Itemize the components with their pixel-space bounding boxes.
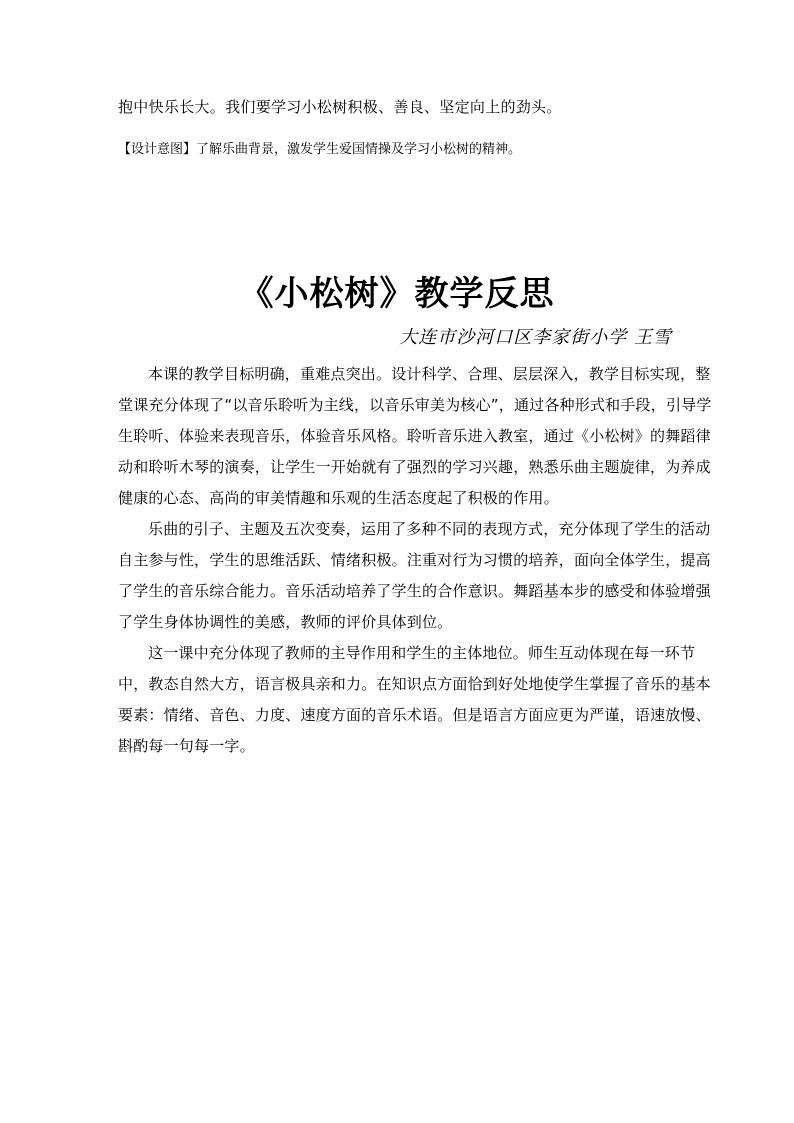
reflection-body — [118, 359, 712, 762]
text-line: 健康的心态、高尚的审美情趣和乐观的生活态度起了积极的作用。 — [118, 489, 559, 507]
text-line: 这一课中充分体现了教师的主导作用和学生的主体地位。师生互动体现在每一环节 — [148, 644, 696, 662]
text-line: 自主参与性，学生的思维活跃、情绪积极。注重对行为习惯的培养，面向全体学生，提高 — [118, 551, 711, 569]
paragraph — [118, 514, 711, 638]
text-line: 了学生身体协调性的美感，教师的评价具体到位。 — [118, 613, 453, 631]
text-line: 本课的教学目标明确，重难点突出。设计科学、合理、层层深入，教学目标实现，整 — [148, 365, 711, 383]
text-line: 堂课充分体现了“以音乐聆听为主线，以音乐审美为核心”，通过各种形式和手段，引导学 — [118, 396, 712, 414]
text-line: 生聆听、体验来表现音乐，体验音乐风格。聆听音乐进入教室，通过《小松树》的舞蹈律 — [118, 427, 711, 445]
text-line: 了学生的音乐综合能力。音乐活动培养了学生的合作意识。舞蹈基本步的感受和体验增强 — [118, 582, 711, 600]
author-line: 大连市沙河口区李家街小学 王雪 — [399, 327, 672, 348]
continuation-line: 抱中快乐长大。我们要学习小松树积极、善良、坚定向上的劲头。 — [118, 98, 562, 116]
text-line: 要素：情绪、音色、力度、速度方面的音乐术语。但是语言方面应更为严谨，语速放慢、 — [118, 706, 711, 724]
paragraph — [118, 359, 712, 514]
paragraph — [118, 638, 711, 762]
text-line: 乐曲的引子、主题及五次变奏，运用了多种不同的表现方式，充分体现了学生的活动 — [148, 520, 711, 538]
text-line: 中，教态自然大方，语言极具亲和力。在知识点方面恰到好处地使学生掌握了音乐的基本 — [118, 675, 711, 693]
reflection-title: 《小松树》教学反思 — [239, 274, 555, 314]
text-line: 动和聆听木琴的演奏，让学生一开始就有了强烈的学习兴趣，熟悉乐曲主题旋律，为养成 — [118, 458, 711, 476]
text-line: 斟酌每一句每一字。 — [118, 737, 255, 755]
design-intent-note: 【设计意图】了解乐曲背景，激发学生爱国情操及学习小松树的精神。 — [118, 142, 522, 157]
